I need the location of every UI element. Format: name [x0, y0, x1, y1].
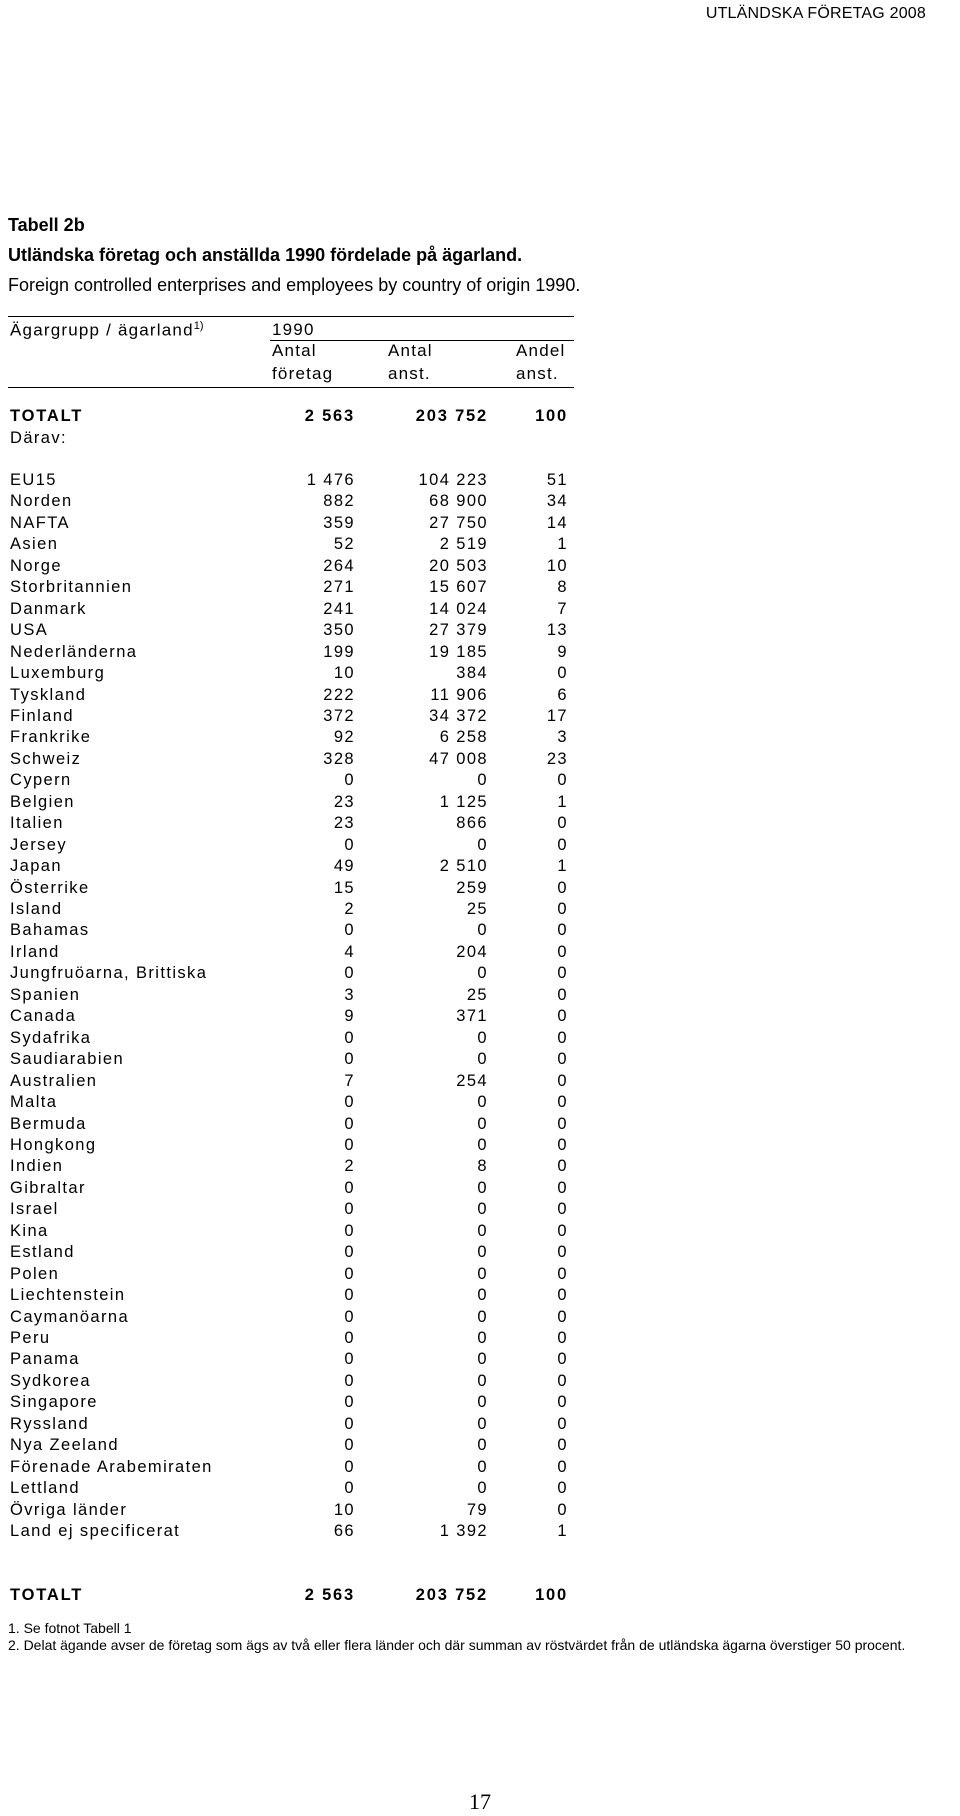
table-row [0, 1222, 600, 1243]
row-label: Bahamas [10, 921, 90, 940]
row-share: 0 [557, 985, 568, 1004]
row-employees: 1 392 [439, 1522, 488, 1541]
row-share: 0 [557, 1178, 568, 1197]
row-share: 9 [557, 642, 568, 661]
row-label: Estland [10, 1243, 75, 1262]
row-share: 0 [557, 1329, 568, 1347]
total-firms: 2 563 [304, 407, 355, 425]
row-label: Österrike [10, 878, 90, 897]
table-row [0, 1243, 600, 1264]
row-share: 0 [557, 1393, 568, 1412]
row-firms: 0 [344, 1264, 355, 1283]
total-share: 100 [535, 1586, 568, 1604]
header-col1-line1: Antal [272, 341, 317, 360]
total-row-bottom [0, 1586, 600, 1607]
row-firms: 0 [344, 1114, 355, 1133]
row-firms: 0 [344, 1350, 355, 1369]
row-firms: 10 [333, 664, 355, 683]
row-firms: 222 [323, 685, 355, 704]
row-firms: 92 [333, 728, 355, 747]
row-share: 17 [546, 706, 568, 725]
table-row [0, 1136, 600, 1157]
row-firms: 2 [344, 900, 355, 918]
row-firms: 0 [344, 1221, 355, 1240]
total-label: TOTALT [10, 407, 84, 425]
row-label: Frankrike [10, 728, 92, 747]
table-row [0, 771, 600, 792]
row-label: Hongkong [10, 1135, 97, 1154]
row-firms: 372 [323, 706, 355, 725]
table-row [0, 1308, 600, 1329]
row-employees: 254 [456, 1071, 488, 1090]
total-employees: 203 752 [415, 1586, 488, 1604]
row-employees: 0 [477, 1457, 488, 1476]
row-share: 1 [557, 535, 568, 554]
table-row [0, 857, 600, 878]
row-firms: 0 [344, 1307, 355, 1326]
table-row [0, 1436, 600, 1457]
darav-label: Därav: [10, 429, 67, 447]
header-group-text: Ägargrupp / ägarland [10, 320, 194, 340]
row-firms: 15 [333, 878, 355, 897]
table-row [0, 492, 600, 513]
row-share: 0 [557, 1457, 568, 1476]
row-firms: 2 [344, 1157, 355, 1176]
row-employees: 79 [466, 1500, 488, 1519]
table-row [0, 1115, 600, 1136]
row-firms: 0 [344, 1393, 355, 1412]
row-label: Norge [10, 556, 62, 575]
table-row [0, 836, 600, 857]
table-row [0, 1029, 600, 1050]
header-col3-line2: anst. [516, 364, 559, 383]
row-label: Bermuda [10, 1114, 87, 1133]
row-label: Malta [10, 1093, 58, 1112]
row-firms: 0 [344, 1329, 355, 1347]
row-employees: 0 [477, 1371, 488, 1390]
table-row [0, 1265, 600, 1286]
row-label: Gibraltar [10, 1178, 86, 1197]
row-share: 8 [557, 578, 568, 597]
table-row [0, 514, 600, 535]
table-row [0, 1050, 600, 1071]
table-number: Tabell 2b [8, 215, 85, 235]
row-firms: 23 [333, 792, 355, 811]
table-row [0, 1179, 600, 1200]
row-employees: 68 900 [429, 492, 488, 511]
table-row [0, 1350, 600, 1371]
row-share: 51 [546, 471, 568, 489]
row-firms: 0 [344, 964, 355, 983]
row-firms: 7 [344, 1071, 355, 1090]
row-firms: 264 [323, 556, 355, 575]
darav-row [0, 429, 600, 450]
row-share: 13 [546, 621, 568, 640]
table-row [0, 1200, 600, 1221]
row-label: Sydafrika [10, 1028, 92, 1047]
row-share: 0 [557, 814, 568, 833]
row-share: 0 [557, 1436, 568, 1455]
row-employees: 866 [456, 814, 488, 833]
row-firms: 0 [344, 1200, 355, 1219]
row-firms: 0 [344, 1093, 355, 1112]
row-firms: 359 [323, 513, 355, 532]
row-employees: 1 125 [439, 792, 488, 811]
row-share: 0 [557, 1371, 568, 1390]
row-share: 3 [557, 728, 568, 747]
row-firms: 3 [344, 985, 355, 1004]
row-employees: 204 [456, 942, 488, 961]
row-label: Cypern [10, 771, 72, 790]
table-row [0, 1286, 600, 1307]
row-firms: 23 [333, 814, 355, 833]
row-label: Australien [10, 1071, 98, 1090]
row-employees: 104 223 [418, 471, 488, 489]
row-employees: 0 [477, 921, 488, 940]
header-group-note: 1) [193, 320, 204, 332]
header-group-label [10, 320, 204, 341]
row-label: Schweiz [10, 749, 82, 768]
row-share: 6 [557, 685, 568, 704]
row-firms: 0 [344, 1414, 355, 1433]
row-share: 1 [557, 792, 568, 811]
row-label: USA [10, 621, 49, 640]
row-firms: 0 [344, 1243, 355, 1262]
row-employees: 384 [456, 664, 488, 683]
row-share: 0 [557, 1264, 568, 1283]
table-row [0, 600, 600, 621]
row-share: 0 [557, 942, 568, 961]
table-row [0, 643, 600, 664]
row-employees: 0 [477, 1479, 488, 1498]
table-row [0, 1329, 600, 1350]
row-label: Jungfruöarna, Brittiska [10, 964, 208, 983]
table-row [0, 964, 600, 985]
row-employees: 259 [456, 878, 488, 897]
row-label: Caymanöarna [10, 1307, 130, 1326]
row-share: 0 [557, 1028, 568, 1047]
row-firms: 66 [333, 1522, 355, 1541]
table-row [0, 728, 600, 749]
page-number: 17 [469, 1789, 491, 1814]
row-label: Asien [10, 535, 59, 554]
row-employees: 0 [477, 835, 488, 854]
table-row [0, 943, 600, 964]
row-employees: 0 [477, 1093, 488, 1112]
row-share: 0 [557, 1414, 568, 1433]
table-row [0, 1007, 600, 1028]
row-share: 0 [557, 771, 568, 790]
table-row [0, 1501, 600, 1522]
row-share: 34 [546, 492, 568, 511]
row-firms: 0 [344, 1436, 355, 1455]
row-employees: 34 372 [429, 706, 488, 725]
table-row [0, 578, 600, 599]
row-employees: 8 [477, 1157, 488, 1176]
table-row [0, 707, 600, 728]
row-employees: 0 [477, 1243, 488, 1262]
row-label: Land ej specificerat [10, 1522, 181, 1541]
row-share: 0 [557, 921, 568, 940]
row-share: 0 [557, 1050, 568, 1069]
row-share: 1 [557, 857, 568, 876]
row-label: Finland [10, 706, 74, 725]
row-label: Storbritannien [10, 578, 133, 597]
row-employees: 0 [477, 1436, 488, 1455]
total-label: TOTALT [10, 1586, 84, 1604]
row-employees: 2 519 [439, 535, 488, 554]
row-label: Danmark [10, 599, 87, 618]
row-label: Island [10, 900, 63, 918]
footnote-2: 2. Delat ägande avser de företag som ägs av två eller flera länder och där summan av röstvärdet från de utländska ägarna överstiger 50 procent. [8, 1637, 906, 1653]
table-row [0, 750, 600, 771]
table-row [0, 621, 600, 642]
row-label: Nederländerna [10, 642, 138, 661]
row-label: Israel [10, 1200, 59, 1219]
row-firms: 1 476 [306, 471, 355, 489]
row-share: 1 [557, 1522, 568, 1541]
row-label: Italien [10, 814, 64, 833]
row-employees: 25 [466, 985, 488, 1004]
row-share: 0 [557, 1135, 568, 1154]
row-firms: 199 [323, 642, 355, 661]
row-share: 0 [557, 1350, 568, 1369]
header-col3-line1: Andel [516, 341, 566, 360]
row-label: NAFTA [10, 513, 70, 532]
row-label: Polen [10, 1264, 60, 1283]
table-row [0, 664, 600, 685]
row-employees: 0 [477, 964, 488, 983]
row-employees: 2 510 [439, 857, 488, 876]
row-employees: 0 [477, 1307, 488, 1326]
row-firms: 4 [344, 942, 355, 961]
row-firms: 9 [344, 1007, 355, 1026]
footnotes [8, 1620, 948, 1654]
table-row [0, 686, 600, 707]
row-employees: 15 607 [429, 578, 488, 597]
row-share: 0 [557, 1093, 568, 1112]
row-label: Japan [10, 857, 62, 876]
row-share: 14 [546, 513, 568, 532]
row-label: Belgien [10, 792, 75, 811]
table-row [0, 986, 600, 1007]
row-share: 7 [557, 599, 568, 618]
row-employees: 0 [477, 1286, 488, 1305]
running-head: UTLÄNDSKA FÖRETAG 2008 [705, 5, 926, 22]
row-employees: 0 [477, 1178, 488, 1197]
row-firms: 0 [344, 1028, 355, 1047]
row-label: Peru [10, 1329, 51, 1347]
row-employees: 27 750 [429, 513, 488, 532]
row-firms: 10 [333, 1500, 355, 1519]
table-row [0, 471, 600, 492]
row-label: Lettland [10, 1479, 80, 1498]
row-employees: 0 [477, 1414, 488, 1433]
row-firms: 882 [323, 492, 355, 511]
table-row [0, 557, 600, 578]
row-employees: 14 024 [429, 599, 488, 618]
row-firms: 350 [323, 621, 355, 640]
header-year: 1990 [272, 320, 315, 339]
row-firms: 0 [344, 1178, 355, 1197]
row-employees: 19 185 [429, 642, 488, 661]
header-col1-line2: företag [272, 364, 334, 383]
table-title-english: Foreign controlled enterprises and employees by country of origin 1990. [8, 275, 581, 295]
row-label: Kina [10, 1221, 49, 1240]
row-firms: 0 [344, 1135, 355, 1154]
row-label: Norden [10, 492, 73, 511]
row-share: 0 [557, 1243, 568, 1262]
row-label: Sydkorea [10, 1371, 91, 1390]
table-title-block [8, 210, 580, 300]
row-employees: 47 008 [429, 749, 488, 768]
table-row [0, 1393, 600, 1414]
row-employees: 0 [477, 1028, 488, 1047]
total-firms: 2 563 [304, 1586, 355, 1604]
total-share: 100 [535, 407, 568, 425]
table-row [0, 1522, 600, 1543]
row-employees: 0 [477, 1221, 488, 1240]
row-label: Tyskland [10, 685, 87, 704]
row-label: Nya Zeeland [10, 1436, 119, 1455]
row-employees: 20 503 [429, 556, 488, 575]
header-col2-line1: Antal [388, 341, 433, 360]
row-employees: 0 [477, 1393, 488, 1412]
header-col2-line2: anst. [388, 364, 431, 383]
table-row [0, 900, 600, 921]
row-label: Jersey [10, 835, 67, 854]
row-label: Luxemburg [10, 664, 106, 683]
row-employees: 11 906 [430, 685, 488, 704]
row-label: Panama [10, 1350, 80, 1369]
row-share: 0 [557, 1200, 568, 1219]
header-top-rule [8, 316, 574, 317]
row-share: 0 [557, 878, 568, 897]
row-share: 0 [557, 1007, 568, 1026]
row-label: EU15 [10, 471, 57, 489]
row-label: Indien [10, 1157, 64, 1176]
table-row [0, 1372, 600, 1393]
row-share: 0 [557, 1286, 568, 1305]
table-row [0, 1072, 600, 1093]
table-row [0, 1415, 600, 1436]
row-employees: 0 [477, 1264, 488, 1283]
total-employees: 203 752 [415, 407, 488, 425]
row-employees: 0 [477, 1050, 488, 1069]
row-employees: 371 [456, 1007, 488, 1026]
row-label: Singapore [10, 1393, 98, 1412]
row-share: 0 [557, 900, 568, 918]
row-firms: 52 [333, 535, 355, 554]
row-firms: 0 [344, 835, 355, 854]
row-share: 0 [557, 1157, 568, 1176]
row-label: Ryssland [10, 1414, 90, 1433]
row-label: Spanien [10, 985, 81, 1004]
table-row [0, 921, 600, 942]
table-row [0, 1458, 600, 1479]
row-share: 0 [557, 1071, 568, 1090]
row-label: Saudiarabien [10, 1050, 125, 1069]
row-share: 0 [557, 1307, 568, 1326]
row-employees: 0 [477, 1200, 488, 1219]
row-share: 0 [557, 835, 568, 854]
row-share: 0 [557, 664, 568, 683]
row-label: Canada [10, 1007, 77, 1026]
row-label: Irland [10, 942, 60, 961]
row-share: 0 [557, 1114, 568, 1133]
row-share: 0 [557, 1479, 568, 1498]
row-employees: 0 [477, 1135, 488, 1154]
row-label: Förenade Arabemiraten [10, 1457, 213, 1476]
table-row [0, 1093, 600, 1114]
table-row [0, 814, 600, 835]
row-firms: 0 [344, 921, 355, 940]
total-row-top [0, 407, 600, 428]
row-employees: 6 258 [439, 728, 488, 747]
row-employees: 0 [477, 1350, 488, 1369]
row-employees: 27 379 [429, 621, 488, 640]
row-share: 0 [557, 1221, 568, 1240]
table-row [0, 879, 600, 900]
row-employees: 25 [466, 900, 488, 918]
footnote-1: 1. Se fotnot Tabell 1 [8, 1620, 132, 1636]
row-label: Liechtenstein [10, 1286, 126, 1305]
row-firms: 0 [344, 771, 355, 790]
table-row [0, 1479, 600, 1500]
row-firms: 49 [333, 857, 355, 876]
table-title-swedish: Utländska företag och anställda 1990 fördelade på ägarland. [8, 245, 523, 265]
header-bottom-rule [8, 387, 574, 388]
table-row [0, 535, 600, 556]
row-firms: 271 [323, 578, 355, 597]
row-firms: 328 [323, 749, 355, 768]
row-employees: 0 [477, 771, 488, 790]
row-share: 23 [546, 749, 568, 768]
row-firms: 241 [323, 599, 355, 618]
row-share: 0 [557, 1500, 568, 1519]
row-firms: 0 [344, 1050, 355, 1069]
row-share: 0 [557, 964, 568, 983]
row-label: Övriga länder [10, 1500, 128, 1519]
row-employees: 0 [477, 1114, 488, 1133]
row-firms: 0 [344, 1457, 355, 1476]
table-row [0, 1157, 600, 1178]
table-row [0, 793, 600, 814]
row-share: 10 [546, 556, 568, 575]
row-firms: 0 [344, 1371, 355, 1390]
row-firms: 0 [344, 1286, 355, 1305]
row-firms: 0 [344, 1479, 355, 1498]
row-employees: 0 [477, 1329, 488, 1347]
